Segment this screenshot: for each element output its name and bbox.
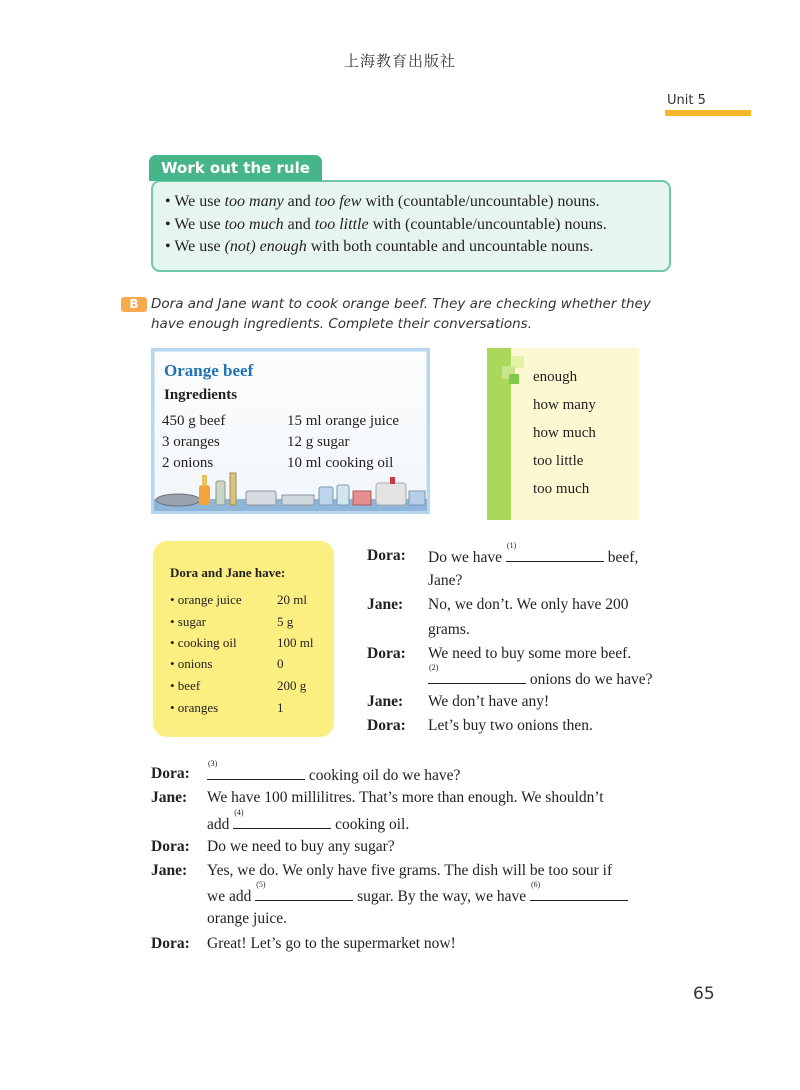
dialogue-line: We have 100 millilitres. That’s more than enough. We shouldn’t [207, 789, 604, 806]
dialogue-line: We need to buy some more beef. [428, 645, 632, 662]
have-amount: 1 [277, 700, 284, 715]
publisher-name: 上海教育出版社 [343, 54, 456, 70]
dialogue-line: Do we have (1) beef, [428, 541, 639, 566]
unit-bar [665, 110, 751, 116]
rule-item-1: • We use too many and too few with (countable/uncountable) nouns. [165, 193, 600, 210]
speaker-dora: Dora: [151, 765, 190, 782]
answer-blank-4[interactable]: (4) [233, 814, 331, 829]
word-too-much: too much [533, 481, 590, 497]
answer-blank-6[interactable]: (6) [530, 886, 628, 901]
word-too-little: too little [533, 453, 584, 469]
have-amount: 20 ml [277, 592, 307, 607]
ingredient-cooking-oil: 10 ml cooking oil [287, 455, 394, 471]
have-item: • orange juice [170, 592, 242, 607]
have-amount: 5 g [277, 614, 294, 629]
decor-square [509, 374, 519, 384]
recipe-title: Orange beef [164, 361, 254, 380]
ingredient-beef: 450 g beef [162, 413, 226, 429]
answer-blank-3[interactable]: (3) [207, 765, 305, 780]
recipe-card [151, 348, 430, 514]
dialogue-line: No, we don’t. We only have 200 [428, 596, 629, 613]
dialogue-line: Yes, we do. We only have five grams. The dish will be too sour if [207, 862, 613, 879]
have-item: • sugar [170, 614, 206, 629]
speaker-dora: Dora: [151, 935, 190, 952]
ingredient-sugar: 12 g sugar [287, 434, 350, 450]
word-enough: enough [533, 369, 578, 385]
page-number: 65 [693, 984, 715, 1004]
speaker-jane: Jane: [367, 596, 404, 613]
rule-item-3: • We use (not) enough with both countable and uncountable nouns. [165, 238, 594, 255]
dialogue-line: grams. [428, 621, 470, 638]
section-instruction: Dora and Jane want to cook orange beef. They are checking whether they have enough ingredients. Complete their conversations. [151, 296, 651, 332]
have-item: • oranges [170, 700, 219, 715]
ingredients-heading: Ingredients [164, 387, 238, 403]
speaker-dora: Dora: [367, 717, 406, 734]
kitchen-illustration [154, 461, 427, 511]
speaker-dora: Dora: [151, 838, 190, 855]
dialogue-line: orange juice. [207, 910, 288, 927]
have-item: • cooking oil [170, 635, 237, 650]
answer-blank-1[interactable]: (1) [506, 547, 604, 562]
speaker-dora: Dora: [367, 547, 406, 564]
answer-blank-5[interactable]: (5) [255, 886, 353, 901]
speaker-jane: Jane: [151, 789, 188, 806]
dialogue-line: (2) onions do we have? [429, 663, 653, 688]
rule-title: Work out the rule [149, 155, 322, 181]
speaker-jane: Jane: [151, 862, 188, 879]
have-amount: 100 ml [277, 635, 314, 650]
ingredient-orange-juice: 15 ml orange juice [287, 413, 400, 429]
dialogue-line: add (4) cooking oil. [207, 808, 410, 833]
dialogue-line: Let’s buy two onions then. [428, 717, 593, 734]
section-badge: B [121, 297, 147, 312]
speaker-dora: Dora: [367, 645, 406, 662]
answer-blank-2[interactable]: (2) [428, 669, 526, 684]
have-amount: 0 [277, 656, 284, 671]
speaker-jane: Jane: [367, 693, 404, 710]
ingredient-onions: 2 onions [162, 455, 214, 471]
ingredient-oranges: 3 oranges [162, 434, 220, 450]
dialogue-line: Great! Let’s go to the supermarket now! [207, 935, 456, 952]
dialogue-line: we add (5) sugar. By the way, we have (6) [207, 886, 628, 906]
have-heading: Dora and Jane have: [170, 565, 286, 580]
word-how-much: how much [533, 425, 596, 441]
have-amount: 200 g [277, 678, 307, 693]
have-item: • onions [170, 656, 213, 671]
dialogue-line: (3) cooking oil do we have? [208, 759, 461, 784]
rule-item-2: • We use too much and too little with (countable/uncountable) nouns. [165, 216, 607, 233]
have-item: • beef [170, 678, 201, 693]
dialogue-line: Do we need to buy any sugar? [207, 838, 395, 855]
dialogue-line: We don’t have any! [428, 693, 550, 710]
unit-label: Unit 5 [667, 93, 706, 108]
dialogue-line: Jane? [428, 572, 463, 589]
word-how-many: how many [533, 397, 596, 413]
